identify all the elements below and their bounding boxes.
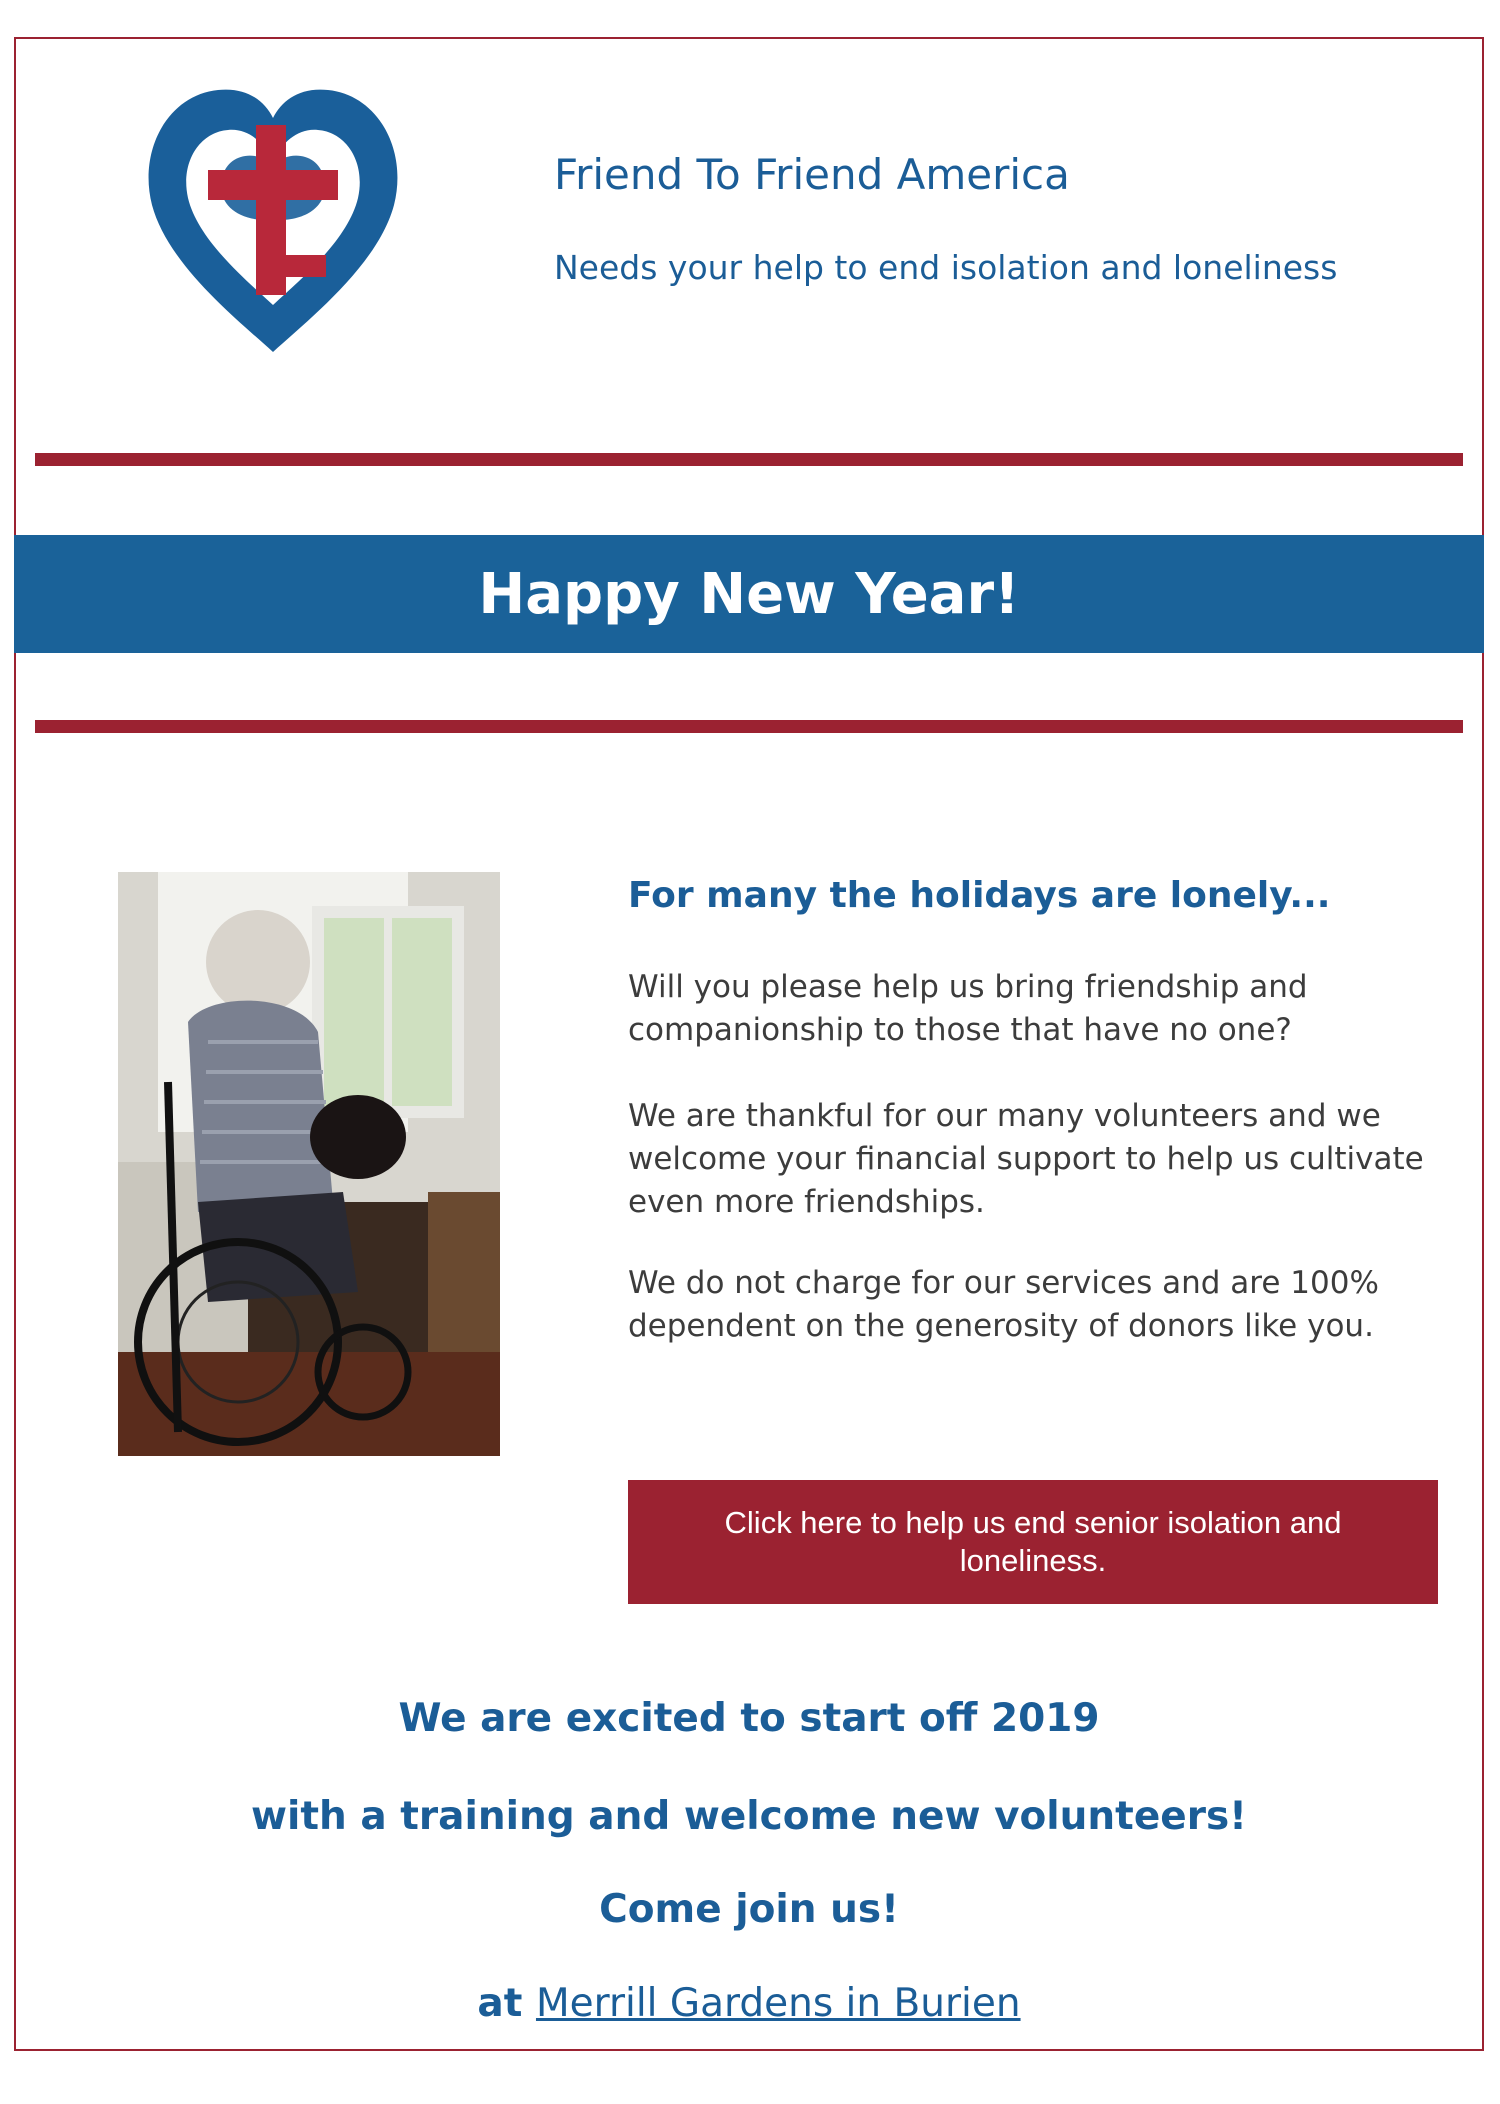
- paragraph-1: Will you please help us bring friendship and companionship to those that have no one?: [628, 969, 1308, 1048]
- announcement-line-2: with a training and welcome new volunteers!: [251, 1794, 1247, 1839]
- at-label: at: [477, 1981, 523, 2026]
- location-line: [14, 1981, 1484, 2026]
- banner-title: Happy New Year!: [478, 561, 1020, 627]
- announcement-line-1: We are excited to start off 2019: [398, 1696, 1100, 1741]
- announcement-line-3: Come join us!: [599, 1887, 899, 1932]
- paragraph-2: We are thankful for our many volunteers and we welcome your financial support to help us cultivate even more friendships.: [628, 1098, 1424, 1220]
- tagline: Needs your help to end isolation and loneliness: [554, 248, 1338, 287]
- banner: [14, 535, 1484, 653]
- section-headline: For many the holidays are lonely...: [628, 875, 1331, 916]
- divider-top: [35, 453, 1463, 466]
- org-name: Friend To Friend America: [554, 150, 1070, 199]
- photo-senior-in-wheelchair: [118, 872, 500, 1456]
- paragraph-3: We do not charge for our services and are 100% dependent on the generosity of donors like you.: [628, 1265, 1379, 1344]
- heart-cross-logo-icon: [138, 70, 408, 355]
- donate-button[interactable]: Click here to help us end senior isolation and loneliness.: [628, 1480, 1438, 1604]
- divider-bottom: [35, 720, 1463, 733]
- location-link[interactable]: Merrill Gardens in Burien: [535, 1981, 1021, 2026]
